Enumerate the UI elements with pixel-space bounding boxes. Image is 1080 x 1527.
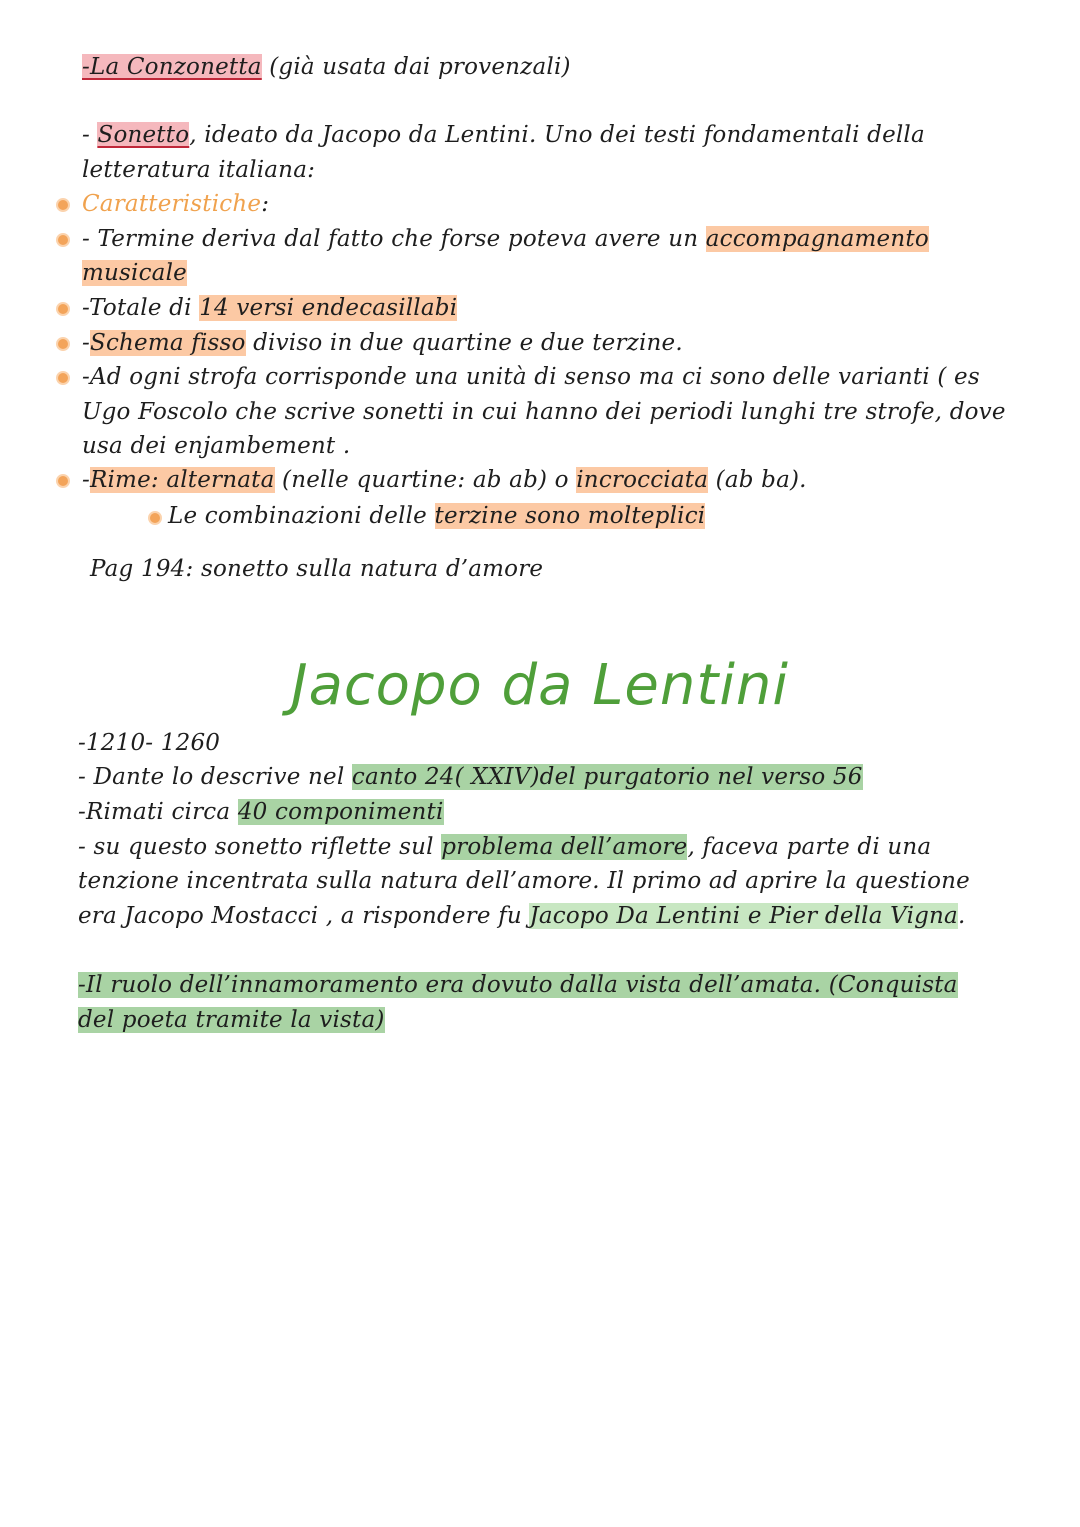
combinazioni-line: Le combinazioni delle terzine sono molteplici	[168, 503, 706, 529]
dates-line: -1210- 1260	[78, 730, 221, 756]
rime-line: -Rime: alternata (nelle quartine: ab ab) o incrocciata (ab ba).	[82, 467, 807, 493]
bullet-icon	[56, 337, 70, 351]
totale-line: -Totale di 14 versi endecasillabi	[82, 295, 458, 321]
bullet-icon	[56, 474, 70, 488]
schema-line: -Schema fisso diviso in due quartine e due terzine.	[82, 330, 683, 356]
bullet-icon	[56, 371, 70, 385]
section-title: Jacopo da Lentini	[291, 653, 789, 718]
problema-line-2: tenzione incentrata sulla natura dell’amore. Il primo ad aprire la questione	[78, 868, 970, 894]
dante-line: - Dante lo descrive nel canto 24( XXIV)del purgatorio nel verso 56	[78, 764, 863, 790]
termine-line-2: musicale	[82, 260, 187, 286]
bullet-icon	[56, 198, 70, 212]
strofa-line-1: -Ad ogni strofa corrisponde una unità di senso ma ci sono delle varianti ( es	[82, 364, 980, 390]
problema-line-3: era Jacopo Mostacci , a rispondere fu Jacopo Da Lentini e Pier della Vigna.	[78, 903, 966, 929]
bullet-icon	[56, 302, 70, 316]
sonetto-line: - Sonetto, ideato da Jacopo da Lentini. Uno dei testi fondamentali della	[82, 122, 925, 148]
sonetto-term: Sonetto	[97, 122, 190, 148]
sonetto-description: , ideato da Jacopo da Lentini. Uno dei testi fondamentali della	[189, 122, 925, 148]
rimati-line: -Rimati circa 40 componimenti	[78, 799, 444, 825]
bullet-icon	[56, 233, 70, 247]
strofa-line-3: usa dei enjambement .	[82, 433, 351, 459]
canzonetta-line	[82, 50, 571, 84]
canzonetta-term: -La Conzonetta	[82, 54, 262, 80]
ruolo-line-2: del poeta tramite la vista)	[78, 1007, 385, 1033]
termine-line: - Termine deriva dal fatto che forse poteva avere un accompagnamento	[82, 226, 929, 252]
bullet-icon	[148, 511, 162, 525]
page-reference: Pag 194: sonetto sulla natura d’amore	[90, 556, 544, 582]
canzonetta-note: (già usata dai provenzali)	[261, 54, 571, 80]
ruolo-line-1: -Il ruolo dell’innamoramento era dovuto dalla vista dell’amata. (Conquista	[78, 972, 958, 998]
caratteristiche-heading: Caratteristiche:	[82, 191, 270, 217]
strofa-line-2: Ugo Foscolo che scrive sonetti in cui hanno dei periodi lunghi tre strofe, dove	[82, 399, 1006, 425]
sonetto-line-2: letteratura italiana:	[82, 157, 316, 183]
problema-line-1: - su questo sonetto riflette sul problema dell’amore, faceva parte di una	[78, 834, 932, 860]
